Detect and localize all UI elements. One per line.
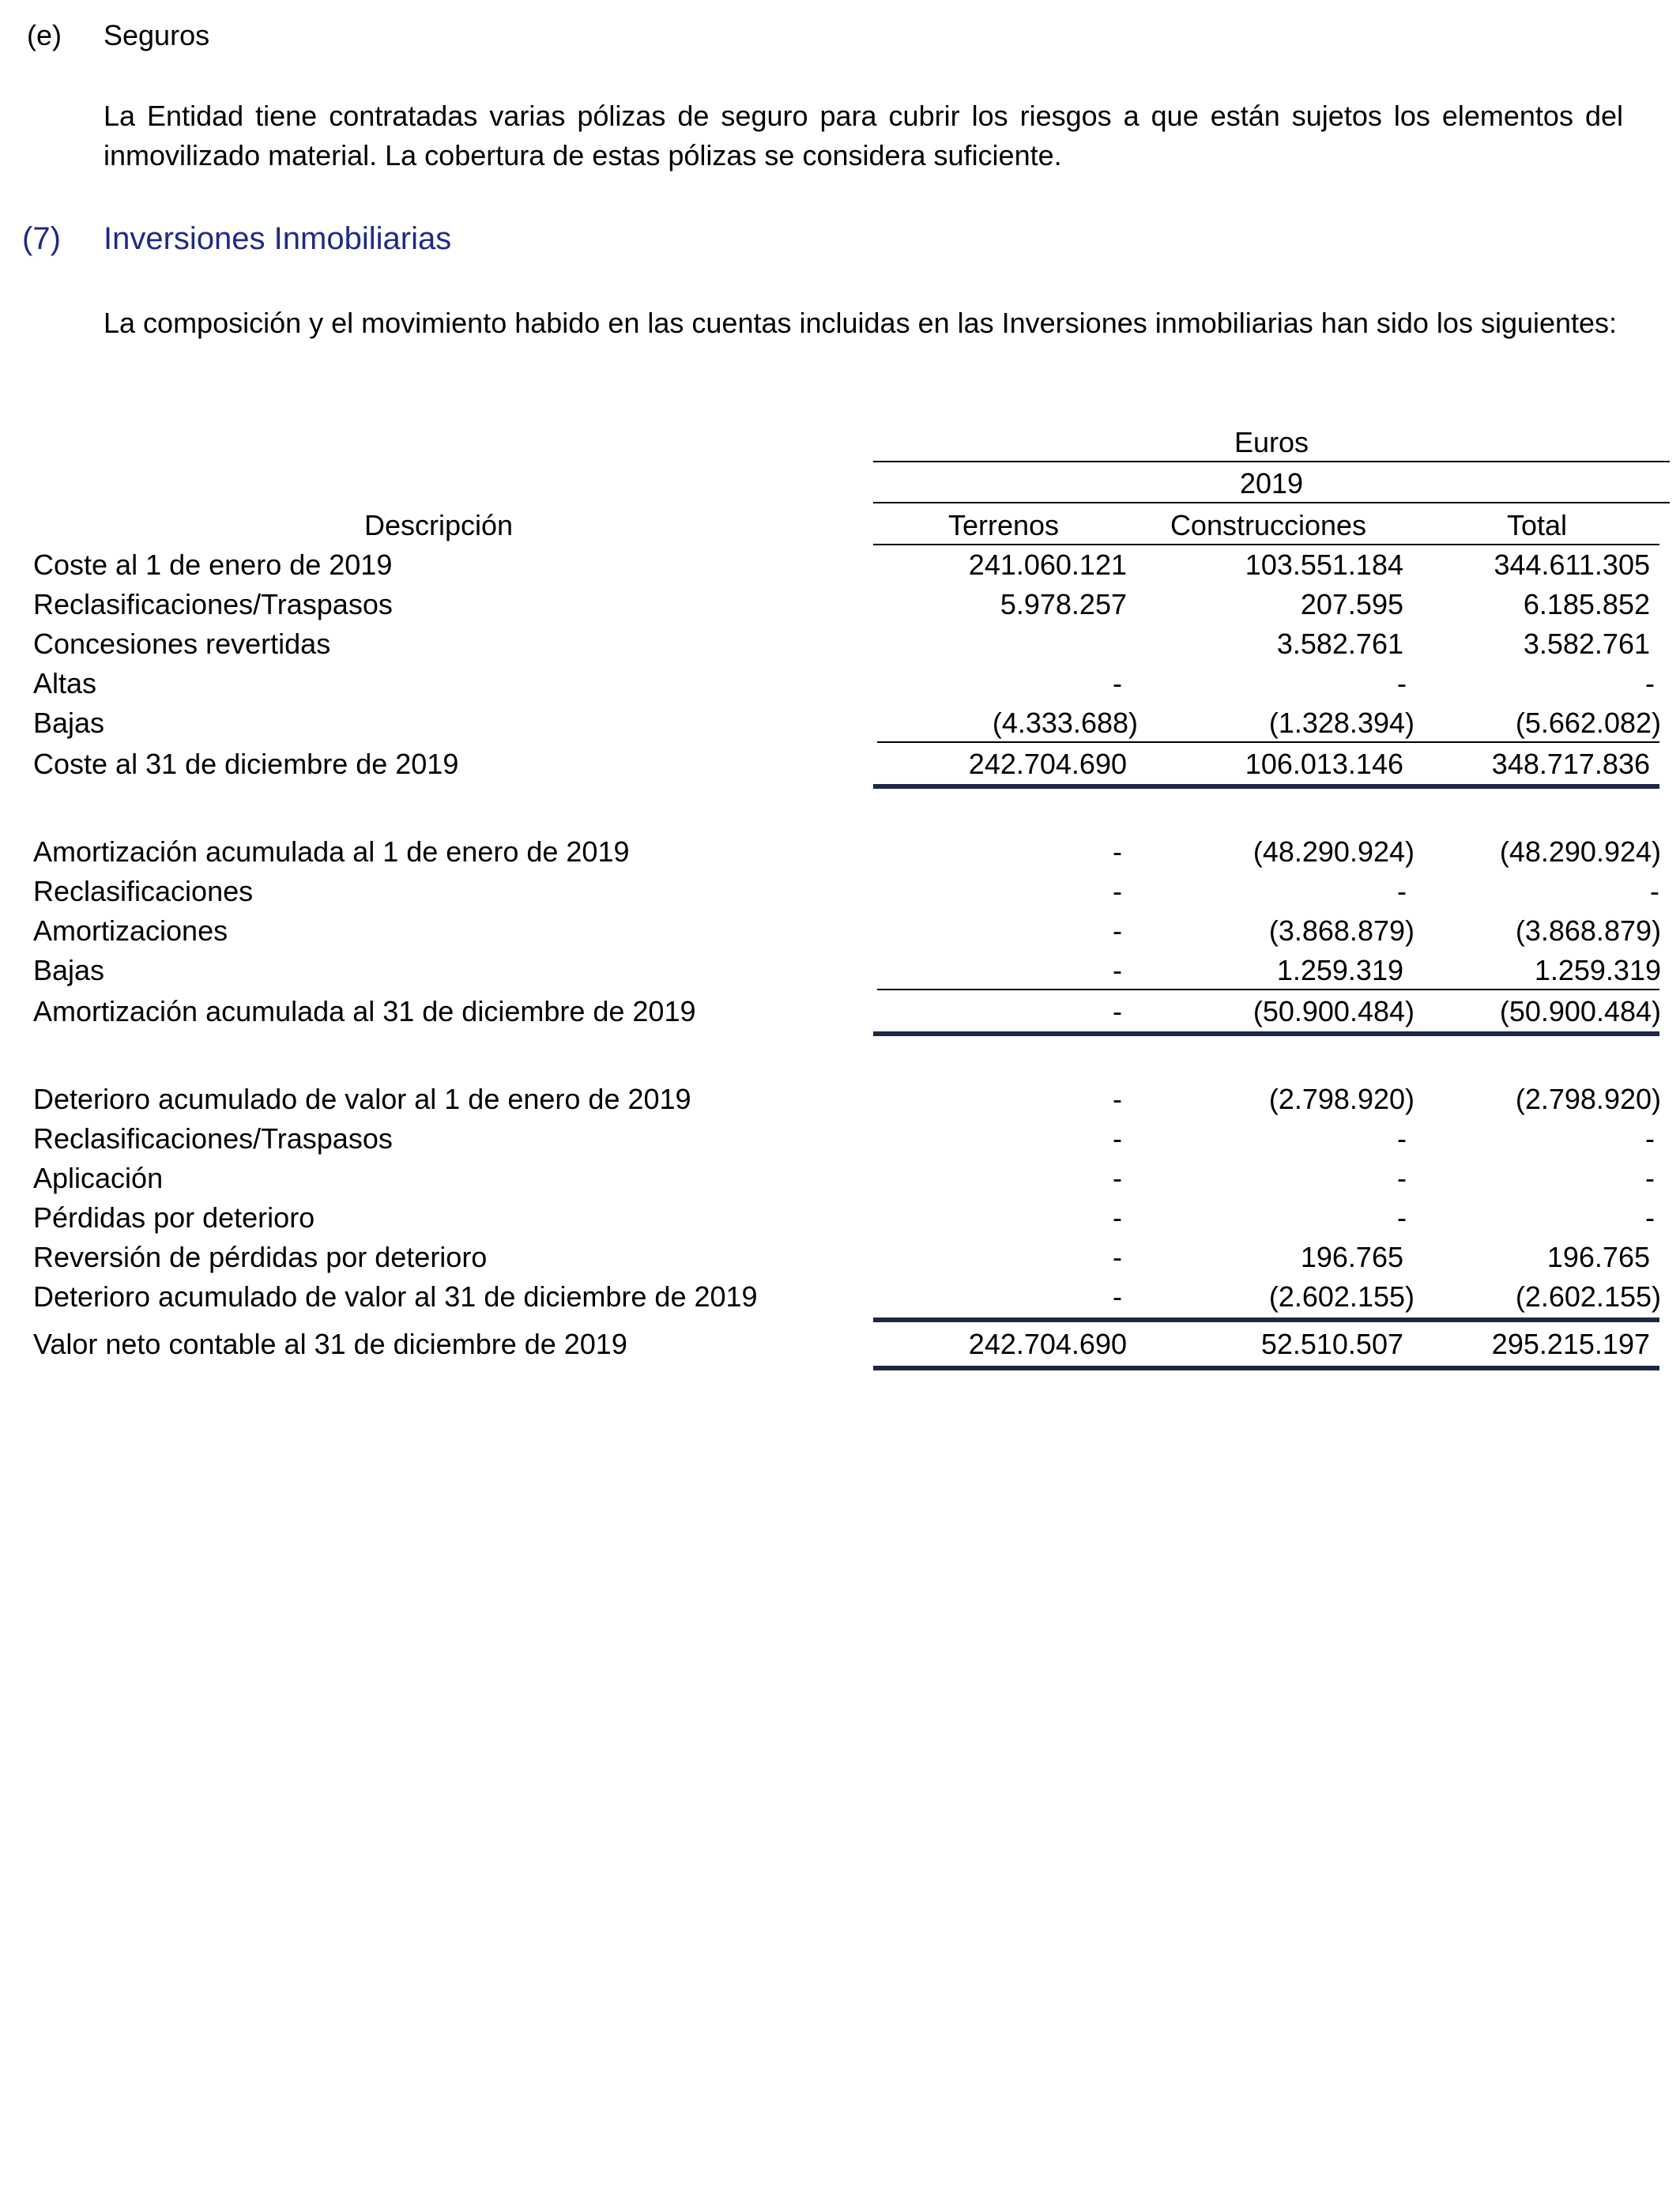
intro-paragraph: La composición y el movimiento habido en las cuentas incluidas en las Inversiones inmobiliarias han sido los siguientes: — [104, 307, 1618, 339]
table-cell: (2.602.155) — [1268, 1280, 1414, 1313]
section-number: (7) — [22, 221, 61, 256]
table-cell: (4.333.688) — [992, 707, 1138, 739]
table-cell: 103.551.184 — [1245, 548, 1403, 581]
row-label: Reversión de pérdidas por deterioro — [33, 1241, 488, 1273]
table-cell: - — [1645, 1201, 1655, 1234]
row-label: Bajas — [33, 707, 105, 739]
table-cell: - — [1113, 875, 1122, 907]
currency-header: Euros — [1234, 426, 1309, 458]
table-cell: (1.328.394) — [1268, 707, 1414, 739]
table-cell: (2.798.920) — [1268, 1083, 1414, 1115]
table-cell: (2.602.155) — [1515, 1280, 1661, 1313]
column-header-terrenos: Terrenos — [947, 509, 1060, 541]
table-cell: (2.798.920) — [1515, 1083, 1661, 1115]
table-cell: (48.290.924) — [1252, 835, 1414, 868]
table-cell: (3.868.879) — [1515, 914, 1661, 947]
table-cell: 1.259.319 — [1534, 954, 1661, 986]
table-cell: - — [1397, 667, 1407, 699]
table-cell: 295.215.197 — [1491, 1328, 1650, 1360]
table-cell: - — [1113, 1083, 1122, 1115]
table-cell: - — [1113, 835, 1122, 868]
table-cell: (5.662.082) — [1515, 707, 1661, 739]
row-label: Reclasificaciones/Traspasos — [33, 1122, 393, 1155]
table-cell: - — [1645, 1122, 1655, 1155]
row-label: Aplicación — [33, 1162, 164, 1194]
row-label: Altas — [33, 667, 97, 699]
table-cell: - — [1113, 1280, 1122, 1313]
table-cell: (50.900.484) — [1499, 995, 1661, 1027]
section-title: Inversiones Inmobiliarias — [104, 221, 452, 256]
column-header-total: Total — [1506, 509, 1568, 541]
row-label: Reclasificaciones/Traspasos — [33, 588, 393, 620]
total-rule — [873, 1366, 1659, 1370]
table-cell: - — [1650, 875, 1659, 907]
table-cell: - — [1113, 995, 1122, 1027]
table-cell: 1.259.319 — [1276, 954, 1403, 986]
total-rule — [873, 1031, 1659, 1036]
row-label: Bajas — [33, 954, 105, 986]
table-cell: 52.510.507 — [1260, 1328, 1403, 1360]
table-cell: - — [1645, 1162, 1655, 1194]
table-cell: (3.868.879) — [1268, 914, 1414, 947]
table-cell: - — [1397, 1201, 1407, 1234]
table-cell: - — [1645, 667, 1655, 699]
insurance-paragraph: La Entidad tiene contratadas varias pólizas de seguro para cubrir los riesgos a que están sujetos los elementos del inmovilizado material. La cobertura de estas pólizas se considera suficiente. — [104, 100, 1623, 172]
row-label: Deterioro acumulado de valor al 31 de diciembre de 2019 — [33, 1280, 758, 1313]
row-label: Coste al 31 de diciembre de 2019 — [33, 748, 459, 780]
row-label: Amortización acumulada al 1 de enero de 2019 — [33, 835, 630, 868]
table-cell: - — [1113, 1122, 1122, 1155]
table-cell: (50.900.484) — [1252, 995, 1414, 1027]
table-cell: (48.290.924) — [1499, 835, 1661, 868]
table-cell: - — [1113, 1162, 1122, 1194]
table-cell: - — [1113, 914, 1122, 947]
header-rule — [873, 461, 1670, 462]
subsection-title: Seguros — [104, 19, 210, 51]
year-header: 2019 — [1239, 467, 1304, 499]
table-cell: - — [1113, 1241, 1122, 1273]
column-header-construcciones: Construcciones — [1170, 509, 1367, 541]
table-cell: 3.582.761 — [1276, 628, 1403, 660]
row-label: Amortizaciones — [33, 914, 228, 947]
total-rule — [873, 1318, 1659, 1322]
subtotal-rule — [877, 741, 1659, 743]
table-cell: - — [1397, 875, 1407, 907]
subtotal-rule — [877, 989, 1659, 990]
table-cell: 241.060.121 — [968, 548, 1127, 581]
table-cell: 196.765 — [1546, 1241, 1650, 1273]
subsection-number: (e) — [27, 19, 62, 51]
table-cell: 344.611.305 — [1494, 548, 1650, 581]
table-cell: - — [1113, 1201, 1122, 1234]
row-label: Reclasificaciones — [33, 875, 254, 907]
table-cell: - — [1397, 1162, 1407, 1194]
table-cell: 348.717.836 — [1491, 748, 1650, 780]
table-cell: 196.765 — [1300, 1241, 1403, 1273]
row-label: Pérdidas por deterioro — [33, 1201, 315, 1234]
row-label: Amortización acumulada al 31 de diciembre de 2019 — [33, 995, 696, 1027]
table-cell: - — [1113, 667, 1122, 699]
row-label: Coste al 1 de enero de 2019 — [33, 548, 393, 581]
row-label: Valor neto contable al 31 de diciembre de 2019 — [33, 1328, 627, 1360]
table-cell: - — [1113, 954, 1122, 986]
header-rule — [873, 502, 1670, 503]
table-cell: - — [1397, 1122, 1407, 1155]
row-label: Concesiones revertidas — [33, 628, 331, 660]
total-rule — [873, 784, 1659, 789]
table-cell: 3.582.761 — [1523, 628, 1650, 660]
table-cell: 207.595 — [1300, 588, 1403, 620]
table-cell: 242.704.690 — [968, 1328, 1127, 1360]
table-cell: 5.978.257 — [1000, 588, 1127, 620]
table-cell: 6.185.852 — [1523, 588, 1650, 620]
row-label: Deterioro acumulado de valor al 1 de enero de 2019 — [33, 1083, 691, 1115]
table-cell: 106.013.146 — [1245, 748, 1403, 780]
table-cell: 242.704.690 — [968, 748, 1127, 780]
description-header: Descripción — [363, 509, 514, 541]
